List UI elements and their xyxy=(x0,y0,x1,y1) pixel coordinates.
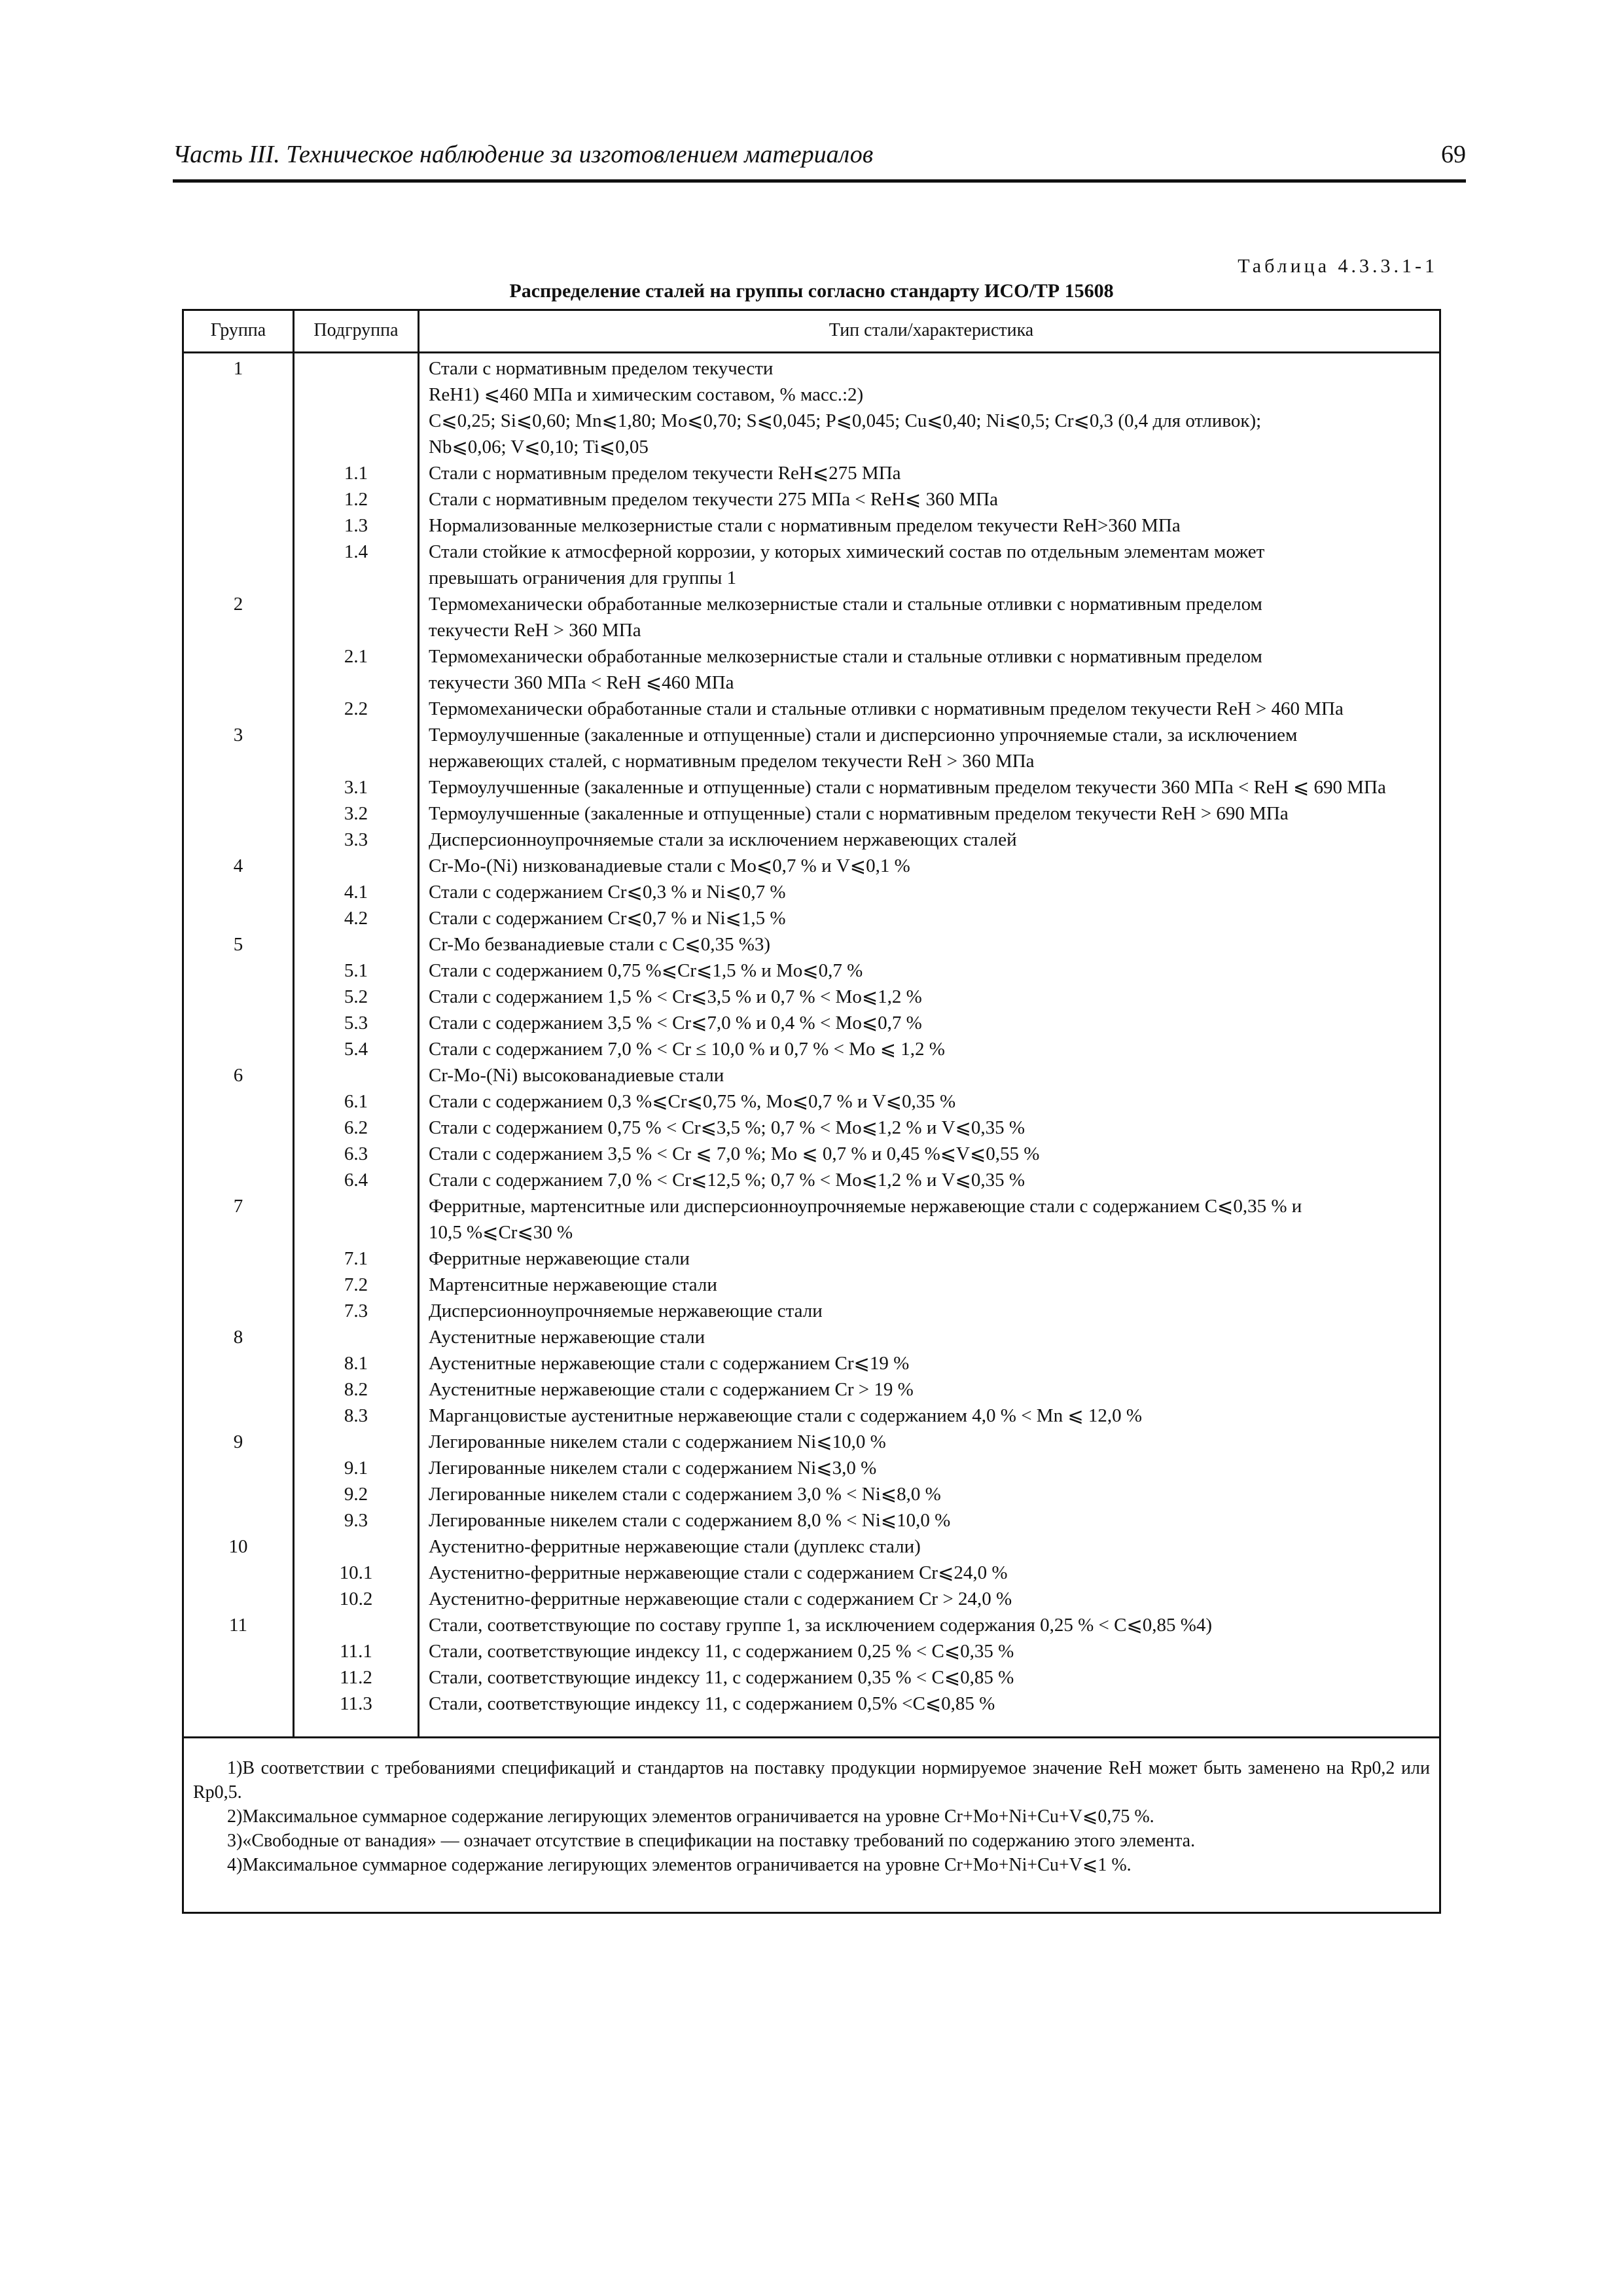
description-cell: Легированные никелем стали с содержанием Ni⩽3,0 % xyxy=(429,1458,877,1479)
subgroup-cell: 5.1 xyxy=(344,960,368,981)
table-caption: Распределение сталей на группы согласно стандарту ИСО/ТР 15608 xyxy=(509,280,1114,302)
description-cell: Cr-Mo-(Ni) низкованадиевые стали с Mo⩽0,7 % и V⩽0,1 % xyxy=(429,855,910,876)
subgroup-cell xyxy=(293,408,419,434)
table-row xyxy=(184,774,1439,800)
footnote: 4)Максимальное суммарное содержание легирующих элементов ограничивается на уровне Cr+Mo+Ni+Cu+V⩽1 %. xyxy=(227,1855,1132,1875)
group-cell xyxy=(184,1167,293,1193)
table-row xyxy=(184,382,1439,408)
table-row xyxy=(184,460,1439,486)
description-cell: Стали, соответствующие индексу 11, с содержанием 0,25 % < C⩽0,35 % xyxy=(429,1641,1014,1662)
table-row xyxy=(184,643,1439,670)
table-row xyxy=(184,1612,1439,1638)
description-cell: Nb⩽0,06; V⩽0,10; Ti⩽0,05 xyxy=(429,437,649,457)
group-cell xyxy=(184,1691,293,1717)
table-row xyxy=(184,408,1439,434)
steel-groups-table xyxy=(182,309,1441,1914)
description-cell: 10,5 %⩽Cr⩽30 % xyxy=(429,1222,573,1243)
subgroup-cell xyxy=(293,1193,419,1219)
table-row xyxy=(184,1010,1439,1036)
group-cell xyxy=(184,643,293,670)
subgroup-cell: 3.2 xyxy=(344,803,368,824)
description-cell: Стали с нормативным пределом текучести 275 МПа < ReH⩽ 360 МПа xyxy=(429,489,998,510)
subgroup-cell: 2.1 xyxy=(344,646,368,667)
group-cell: 3 xyxy=(233,725,243,745)
description-cell: Стали с содержанием 3,5 % < Cr⩽7,0 % и 0,4 % < Mo⩽0,7 % xyxy=(429,1013,922,1033)
running-header xyxy=(173,140,1466,183)
subgroup-cell xyxy=(293,748,419,774)
description-cell: нержавеющих сталей, с нормативным пределом текучести ReH > 360 МПа xyxy=(429,751,1035,772)
subgroup-cell: 3.1 xyxy=(344,777,368,798)
table-row xyxy=(184,931,1439,958)
table-row xyxy=(184,1298,1439,1324)
table-row xyxy=(184,696,1439,722)
group-cell xyxy=(184,800,293,827)
subgroup-cell xyxy=(293,1219,419,1246)
table-row xyxy=(184,1193,1439,1219)
description-cell: Термомеханически обработанные мелкозернистые стали и стальные отливки с нормативным пределом xyxy=(429,594,1262,615)
subgroup-cell xyxy=(293,1429,419,1455)
description-cell: Термоулучшенные (закаленные и отпущенные) стали и дисперсионно упрочняемые стали, за исключением xyxy=(429,725,1298,745)
subgroup-cell: 8.3 xyxy=(344,1405,368,1426)
subgroup-cell: 1.4 xyxy=(344,541,368,562)
description-cell: Мартенситные нержавеющие стали xyxy=(429,1274,717,1295)
group-cell xyxy=(184,1586,293,1612)
description-cell: Аустенитно-ферритные нержавеющие стали с содержанием Cr⩽24,0 % xyxy=(429,1562,1008,1583)
description-cell: Термоулучшенные (закаленные и отпущенные) стали с нормативным пределом текучести 360 МПа < ReH ⩽ 690 МПа xyxy=(429,777,1386,798)
group-cell xyxy=(184,1272,293,1298)
subgroup-cell: 11.1 xyxy=(340,1641,372,1662)
table-row xyxy=(184,1088,1439,1115)
description-cell: Cr-Mo безванадиевые стали с C⩽0,35 %3) xyxy=(429,934,771,955)
description-cell: Стали стойкие к атмосферной коррозии, у которых химический состав по отдельным элементам может xyxy=(429,541,1265,562)
table-row xyxy=(184,1455,1439,1481)
table-row xyxy=(184,1376,1439,1403)
table-row xyxy=(184,1167,1439,1193)
group-cell: 1 xyxy=(233,358,243,379)
description-cell: Стали, соответствующие индексу 11, с содержанием 0,35 % < C⩽0,85 % xyxy=(429,1667,1014,1688)
table-row xyxy=(184,1664,1439,1691)
subgroup-cell: 10.1 xyxy=(339,1562,373,1583)
subgroup-cell: 3.3 xyxy=(344,829,368,850)
subgroup-cell xyxy=(293,617,419,643)
table-row xyxy=(184,1062,1439,1088)
description-cell: Легированные никелем стали с содержанием 8,0 % < Ni⩽10,0 % xyxy=(429,1510,951,1531)
description-cell: Стали, соответствующие по составу группе 1, за исключением содержания 0,25 % < C⩽0,85 %4) xyxy=(429,1615,1213,1636)
table-row xyxy=(184,512,1439,539)
page-number: 69 xyxy=(1441,141,1466,168)
description-cell: Аустенитные нержавеющие стали xyxy=(429,1327,705,1348)
description-cell: Ферритные, мартенситные или дисперсионноупрочняемые нержавеющие стали с содержанием C⩽0,35 % и xyxy=(429,1196,1302,1217)
table-row xyxy=(184,722,1439,748)
subgroup-cell: 7.2 xyxy=(344,1274,368,1295)
group-cell xyxy=(184,1481,293,1507)
table-row xyxy=(184,486,1439,512)
table-row xyxy=(184,670,1439,696)
subgroup-cell: 1.1 xyxy=(344,463,368,484)
footnote-divider xyxy=(184,1736,1439,1738)
subgroup-cell: 5.3 xyxy=(344,1013,368,1033)
subgroup-cell: 6.1 xyxy=(344,1091,368,1112)
group-cell xyxy=(184,1560,293,1586)
group-cell xyxy=(184,696,293,722)
subgroup-cell: 1.3 xyxy=(344,515,368,536)
subgroup-cell: 8.1 xyxy=(344,1353,368,1374)
table-row xyxy=(184,748,1439,774)
group-cell xyxy=(184,1010,293,1036)
table-row xyxy=(184,1246,1439,1272)
description-cell: Аустенитно-ферритные нержавеющие стали с содержанием Cr > 24,0 % xyxy=(429,1588,1012,1609)
group-cell: 7 xyxy=(233,1196,243,1217)
description-cell: Стали с содержанием 0,3 %⩽Cr⩽0,75 %, Mo⩽0,7 % и V⩽0,35 % xyxy=(429,1091,956,1112)
subgroup-cell xyxy=(293,722,419,748)
subgroup-cell: 7.3 xyxy=(344,1300,368,1321)
description-cell: Термомеханически обработанные мелкозернистые стали и стальные отливки с нормативным пределом xyxy=(429,646,1262,667)
description-cell: Стали с содержанием Cr⩽0,7 % и Ni⩽1,5 % xyxy=(429,908,786,929)
subgroup-cell xyxy=(293,1534,419,1560)
group-cell xyxy=(184,1455,293,1481)
subgroup-cell: 9.3 xyxy=(344,1510,368,1531)
table-row xyxy=(184,355,1439,382)
group-cell xyxy=(184,1298,293,1324)
description-cell: Аустенитно-ферритные нержавеющие стали (дуплекс стали) xyxy=(429,1536,921,1557)
footnote: 2)Максимальное суммарное содержание легирующих элементов ограничивается на уровне Cr+Mo+Ni+Cu+V⩽0,75 %. xyxy=(227,1806,1154,1827)
description-cell: Cr-Mo-(Ni) высокованадиевые стали xyxy=(429,1065,724,1086)
subgroup-cell xyxy=(293,670,419,696)
running-title: Часть III. Техническое наблюдение за изготовлением материалов xyxy=(173,141,874,168)
table-row xyxy=(184,1638,1439,1664)
subgroup-cell xyxy=(293,931,419,958)
subgroup-cell xyxy=(293,1612,419,1638)
group-cell xyxy=(184,984,293,1010)
subgroup-cell: 9.1 xyxy=(344,1458,368,1479)
table-row xyxy=(184,1586,1439,1612)
group-cell xyxy=(184,1638,293,1664)
description-cell: Стали с нормативным пределом текучести xyxy=(429,358,774,379)
group-cell xyxy=(184,748,293,774)
description-cell: Стали, соответствующие индексу 11, с содержанием 0,5% <C⩽0,85 % xyxy=(429,1693,995,1714)
description-cell: текучести 360 МПа < ReH ⩽460 МПа xyxy=(429,672,734,693)
table-row xyxy=(184,1141,1439,1167)
subgroup-cell xyxy=(293,355,419,382)
group-cell xyxy=(184,1403,293,1429)
subgroup-cell: 6.4 xyxy=(344,1170,368,1191)
column-header-subgroup: Подгруппа xyxy=(313,320,399,340)
table-row xyxy=(184,1560,1439,1586)
group-cell xyxy=(184,1507,293,1534)
description-cell: Аустенитные нержавеющие стали с содержанием Cr⩽19 % xyxy=(429,1353,910,1374)
group-cell xyxy=(184,1664,293,1691)
table-row xyxy=(184,958,1439,984)
group-cell xyxy=(184,460,293,486)
description-cell: Стали с нормативным пределом текучести ReH⩽275 МПа xyxy=(429,463,901,484)
description-cell: Легированные никелем стали с содержанием Ni⩽10,0 % xyxy=(429,1431,886,1452)
table-row xyxy=(184,1115,1439,1141)
group-cell xyxy=(184,512,293,539)
description-cell: C⩽0,25; Si⩽0,60; Mn⩽1,80; Mo⩽0,70; S⩽0,045; P⩽0,045; Cu⩽0,40; Ni⩽0,5; Cr⩽0,3 (0,4 для отливок); xyxy=(429,410,1262,431)
footnote: 1)В соответствии с требованиями спецификаций и стандартов на поставку продукции нормируемое значение ReH может быть заменено на Rp0,2 или Rp0,5. xyxy=(193,1758,1430,1803)
table-row xyxy=(184,1691,1439,1717)
group-cell xyxy=(184,434,293,460)
group-cell: 8 xyxy=(233,1327,243,1348)
table-row xyxy=(184,1350,1439,1376)
table-number: Таблица 4.3.3.1-1 xyxy=(1238,255,1438,277)
group-cell xyxy=(184,670,293,696)
description-cell: Ферритные нержавеющие стали xyxy=(429,1248,690,1269)
subgroup-cell xyxy=(293,434,419,460)
group-cell xyxy=(184,1350,293,1376)
group-cell xyxy=(184,1115,293,1141)
table-row xyxy=(184,1403,1439,1429)
group-cell: 11 xyxy=(229,1615,247,1636)
group-cell xyxy=(184,1376,293,1403)
description-cell: превышать ограничения для группы 1 xyxy=(429,567,737,588)
description-cell: Стали с содержанием 0,75 % < Cr⩽3,5 %; 0,7 % < Mo⩽1,2 % и V⩽0,35 % xyxy=(429,1117,1026,1138)
group-cell xyxy=(184,1036,293,1062)
table-row xyxy=(184,565,1439,591)
subgroup-cell: 8.2 xyxy=(344,1379,368,1400)
group-cell xyxy=(184,774,293,800)
table-row xyxy=(184,1219,1439,1246)
table-row xyxy=(184,434,1439,460)
subgroup-cell xyxy=(293,591,419,617)
description-cell: Стали с содержанием Cr⩽0,3 % и Ni⩽0,7 % xyxy=(429,882,786,903)
subgroup-cell: 7.1 xyxy=(344,1248,368,1269)
group-cell xyxy=(184,382,293,408)
table-row xyxy=(184,1324,1439,1350)
subgroup-cell: 2.2 xyxy=(344,698,368,719)
subgroup-cell xyxy=(293,1062,419,1088)
description-cell: Термомеханически обработанные стали и стальные отливки с нормативным пределом текучести ReH > 460 МПа xyxy=(429,698,1344,719)
description-cell: Термоулучшенные (закаленные и отпущенные) стали с нормативным пределом текучести ReH > 690 МПа xyxy=(429,803,1289,824)
subgroup-cell: 4.2 xyxy=(344,908,368,929)
description-cell: Легированные никелем стали с содержанием 3,0 % < Ni⩽8,0 % xyxy=(429,1484,941,1505)
group-cell xyxy=(184,408,293,434)
table-row xyxy=(184,539,1439,565)
table-row xyxy=(184,591,1439,617)
description-cell: Стали с содержанием 0,75 %⩽Cr⩽1,5 % и Mo⩽0,7 % xyxy=(429,960,863,981)
description-cell: Аустенитные нержавеющие стали с содержанием Cr > 19 % xyxy=(429,1379,914,1400)
table-row xyxy=(184,1036,1439,1062)
subgroup-cell: 6.2 xyxy=(344,1117,368,1138)
subgroup-cell: 4.1 xyxy=(344,882,368,903)
table-row xyxy=(184,827,1439,853)
description-cell: Стали с содержанием 3,5 % < Cr ⩽ 7,0 %; Mo ⩽ 0,7 % и 0,45 %⩽V⩽0,55 % xyxy=(429,1143,1040,1164)
description-cell: Дисперсионноупрочняемые нержавеющие стали xyxy=(429,1300,823,1321)
description-cell: Стали с содержанием 7,0 % < Cr⩽12,5 %; 0,7 % < Mo⩽1,2 % и V⩽0,35 % xyxy=(429,1170,1026,1191)
group-cell xyxy=(184,1088,293,1115)
description-cell: Марганцовистые аустенитные нержавеющие стали с содержанием 4,0 % < Mn ⩽ 12,0 % xyxy=(429,1405,1143,1426)
description-cell: ReH1) ⩽460 МПа и химическим составом, % масс.:2) xyxy=(429,384,864,405)
subgroup-cell: 1.2 xyxy=(344,489,368,510)
description-cell: Стали с содержанием 1,5 % < Cr⩽3,5 % и 0,7 % < Mo⩽1,2 % xyxy=(429,986,922,1007)
group-cell xyxy=(184,486,293,512)
subgroup-cell: 9.2 xyxy=(344,1484,368,1505)
table-row xyxy=(184,879,1439,905)
subgroup-cell: 6.3 xyxy=(344,1143,368,1164)
table-footnotes xyxy=(193,1756,1430,1877)
footnote: 3)«Свободные от ванадия» — означает отсутствие в спецификации на поставку требований по содержанию этого элемента. xyxy=(227,1831,1196,1851)
table-body xyxy=(184,355,1439,1717)
table-row xyxy=(184,1481,1439,1507)
group-cell xyxy=(184,958,293,984)
group-cell xyxy=(184,1246,293,1272)
table-row xyxy=(184,1507,1439,1534)
group-cell xyxy=(184,617,293,643)
description-cell: текучести ReH > 360 МПа xyxy=(429,620,641,641)
group-cell xyxy=(184,1141,293,1167)
subgroup-cell xyxy=(293,565,419,591)
table-row xyxy=(184,984,1439,1010)
column-header-group: Группа xyxy=(210,320,266,340)
group-cell: 6 xyxy=(233,1065,243,1086)
subgroup-cell xyxy=(293,853,419,879)
group-cell xyxy=(184,1219,293,1246)
group-cell: 5 xyxy=(233,934,243,955)
table-row xyxy=(184,800,1439,827)
subgroup-cell: 11.3 xyxy=(340,1693,372,1714)
table-row xyxy=(184,905,1439,931)
group-cell xyxy=(184,565,293,591)
group-cell: 2 xyxy=(233,594,243,615)
description-cell: Дисперсионноупрочняемые стали за исключением нержавеющих сталей xyxy=(429,829,1017,850)
description-cell: Стали с содержанием 7,0 % < Cr ≤ 10,0 % и 0,7 % < Mo ⩽ 1,2 % xyxy=(429,1039,945,1060)
group-cell: 10 xyxy=(228,1536,248,1557)
table-row xyxy=(184,1429,1439,1455)
column-header-type: Тип стали/характеристика xyxy=(829,320,1034,340)
table-row xyxy=(184,1534,1439,1560)
subgroup-cell: 11.2 xyxy=(340,1667,372,1688)
group-cell xyxy=(184,827,293,853)
subgroup-cell: 5.4 xyxy=(344,1039,368,1060)
table-header xyxy=(184,311,1439,353)
subgroup-cell: 5.2 xyxy=(344,986,368,1007)
subgroup-cell: 10.2 xyxy=(339,1588,373,1609)
subgroup-cell xyxy=(293,382,419,408)
group-cell xyxy=(184,905,293,931)
table-row xyxy=(184,617,1439,643)
group-cell xyxy=(184,879,293,905)
table-row xyxy=(184,853,1439,879)
subgroup-cell xyxy=(293,1324,419,1350)
group-cell: 9 xyxy=(233,1431,243,1452)
description-cell: Нормализованные мелкозернистые стали с нормативным пределом текучести ReH>360 МПа xyxy=(429,515,1181,536)
table-row xyxy=(184,1272,1439,1298)
group-cell xyxy=(184,539,293,565)
group-cell: 4 xyxy=(233,855,243,876)
